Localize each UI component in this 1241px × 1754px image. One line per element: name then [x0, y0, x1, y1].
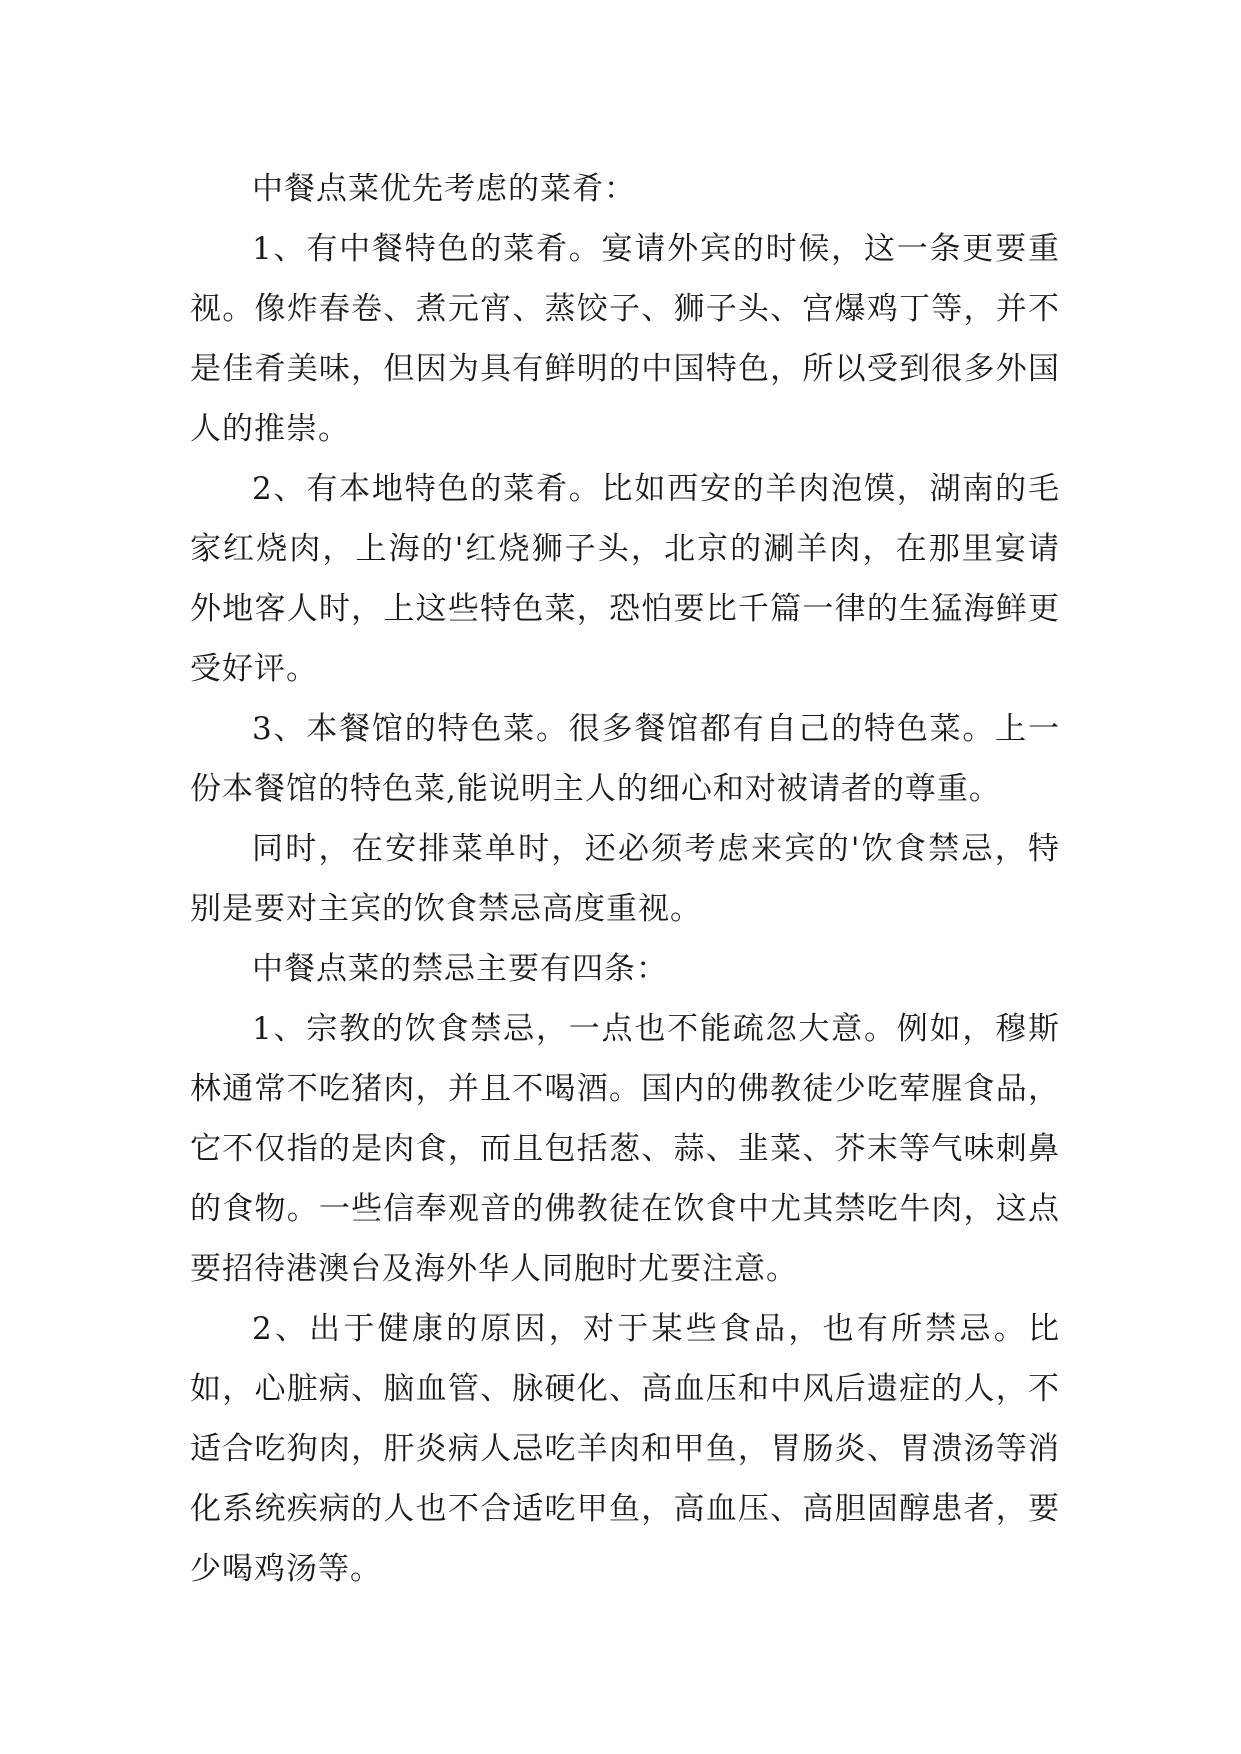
paragraph-heading-priorities: 中餐点菜优先考虑的菜肴： — [252, 171, 636, 207]
paragraph-priority-1: 1、有中餐特色的菜肴。宴请外宾的时候，这一条更要重视。像炸春卷、煮元宵、蒸饺子、狮子头、宫爆鸡丁等，并不是佳肴美味，但因为具有鲜明的中国特色，所以受到很多外国人的推崇。 — [190, 231, 1060, 447]
paragraph-taboo-2: 2、出于健康的原因，对于某些食品，也有所禁忌。比如，心脏病、脑血管、脉硬化、高血压和中风后遗症的人，不适合吃狗肉，肝炎病人忌吃羊肉和甲鱼，胃肠炎、胃溃汤等消化系统疾病的人也不合适吃甲鱼，高血压、高胆固醇患者，要少喝鸡汤等。 — [190, 1311, 1060, 1587]
document-body — [190, 159, 1060, 1599]
paragraph-priority-2: 2、有本地特色的菜肴。比如西安的羊肉泡馍，湖南的毛家红烧肉，上海的'红烧狮子头，北京的涮羊肉，在那里宴请外地客人时，上这些特色菜，恐怕要比千篇一律的生猛海鲜更受好评。 — [190, 471, 1060, 687]
paragraph-priority-3: 3、本餐馆的特色菜。很多餐馆都有自己的特色菜。上一份本餐馆的特色菜,能说明主人的细心和对被请者的尊重。 — [190, 711, 1060, 807]
paragraph-heading-taboos: 中餐点菜的禁忌主要有四条： — [252, 951, 668, 987]
paragraph-taboo-1: 1、宗教的饮食禁忌，一点也不能疏忽大意。例如，穆斯林通常不吃猪肉，并且不喝酒。国内的佛教徒少吃荤腥食品，它不仅指的是肉食，而且包括葱、蒜、韭菜、芥末等气味刺鼻的食物。一些信奉观音的佛教徒在饮食中尤其禁吃牛肉，这点要招待港澳台及海外华人同胞时尤要注意。 — [190, 1011, 1060, 1287]
paragraph-dietary-note: 同时，在安排菜单时，还必须考虑来宾的'饮食禁忌，特别是要对主宾的饮食禁忌高度重视。 — [190, 831, 1060, 927]
